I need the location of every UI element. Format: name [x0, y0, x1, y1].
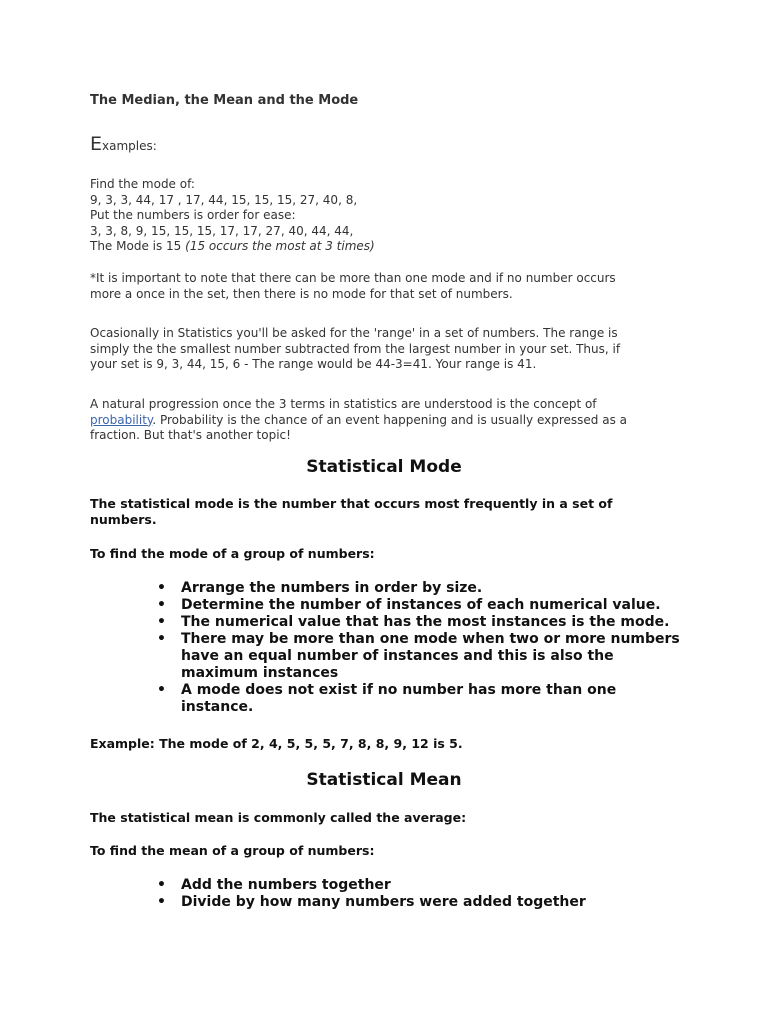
statistical-mode-heading: Statistical Mode	[306, 457, 462, 477]
document-title: The Median, the Mean and the Mode	[90, 93, 359, 108]
paragraph-line: A natural progression once the 3 terms in statistics are understood is the concept of	[90, 397, 597, 411]
paragraph-line	[90, 413, 690, 429]
list-item: • Add the numbers together	[181, 877, 701, 894]
mode-result-text: The Mode is 15	[90, 239, 186, 253]
probability-paragraph	[90, 397, 690, 444]
list-item: • The numerical value that has the most instances is the mode.	[181, 614, 701, 631]
definition-line: numbers.	[90, 512, 157, 527]
list-item: • Determine the number of instances of each numerical value.	[181, 597, 701, 614]
mode-find-label: To find the mode of a group of numbers:	[90, 546, 375, 561]
examples-heading	[90, 133, 157, 155]
range-paragraph	[90, 326, 690, 373]
paragraph-line: your set is 9, 3, 44, 15, 6 - The range would be 44-3=41. Your range is 41.	[90, 357, 537, 371]
paragraph-text: . Probability is the chance of an event happening and is usually expressed as a	[152, 412, 627, 427]
list-item: • Divide by how many numbers were added together	[181, 894, 701, 911]
probability-link[interactable]: probability	[90, 412, 153, 427]
paragraph-line: Ocasionally in Statistics you'll be asked for the 'range' in a set of numbers. The range is	[90, 326, 618, 340]
mean-find-label: To find the mean of a group of numbers:	[90, 843, 375, 858]
mode-result-line	[90, 239, 690, 255]
mean-definition: The statistical mean is commonly called the average:	[90, 810, 467, 825]
example-line: 3, 3, 8, 9, 15, 15, 15, 17, 17, 27, 40, 44, 44,	[90, 223, 354, 238]
mode-note-paragraph	[90, 271, 690, 302]
example-line: Put the numbers is order for ease:	[90, 208, 296, 222]
statistical-mean-heading: Statistical Mean	[306, 770, 462, 790]
mode-definition	[90, 496, 612, 528]
paragraph-line: fraction. But that's another topic!	[90, 428, 291, 442]
mean-steps-list	[181, 877, 701, 911]
list-item: • There may be more than one mode when two or more numbers have an equal number of instances and this is also the maximum instances	[181, 631, 701, 682]
paragraph-line: more a once in the set, then there is no mode for that set of numbers.	[90, 286, 513, 301]
examples-initial: E	[90, 133, 103, 155]
mode-example: Example: The mode of 2, 4, 5, 5, 5, 7, 8, 8, 9, 12 is 5.	[90, 736, 463, 751]
list-item: • A mode does not exist if no number has more than one instance.	[181, 682, 701, 716]
list-item: • Arrange the numbers in order by size.	[181, 580, 701, 597]
definition-line: The statistical mode is the number that occurs most frequently in a set of	[90, 496, 613, 511]
example-line: Find the mode of:	[90, 177, 195, 191]
mode-result-note: (15 occurs the most at 3 times)	[185, 239, 375, 253]
example-block	[90, 177, 690, 255]
examples-rest: xamples:	[102, 139, 157, 153]
paragraph-line: simply the the smallest number subtracted from the largest number in your set. Thus, if	[90, 341, 621, 356]
example-line: 9, 3, 3, 44, 17 , 17, 44, 15, 15, 15, 27, 40, 8,	[90, 192, 358, 207]
paragraph-line: *It is important to note that there can be more than one mode and if no number occurs	[90, 271, 616, 285]
mode-steps-list	[181, 580, 701, 716]
